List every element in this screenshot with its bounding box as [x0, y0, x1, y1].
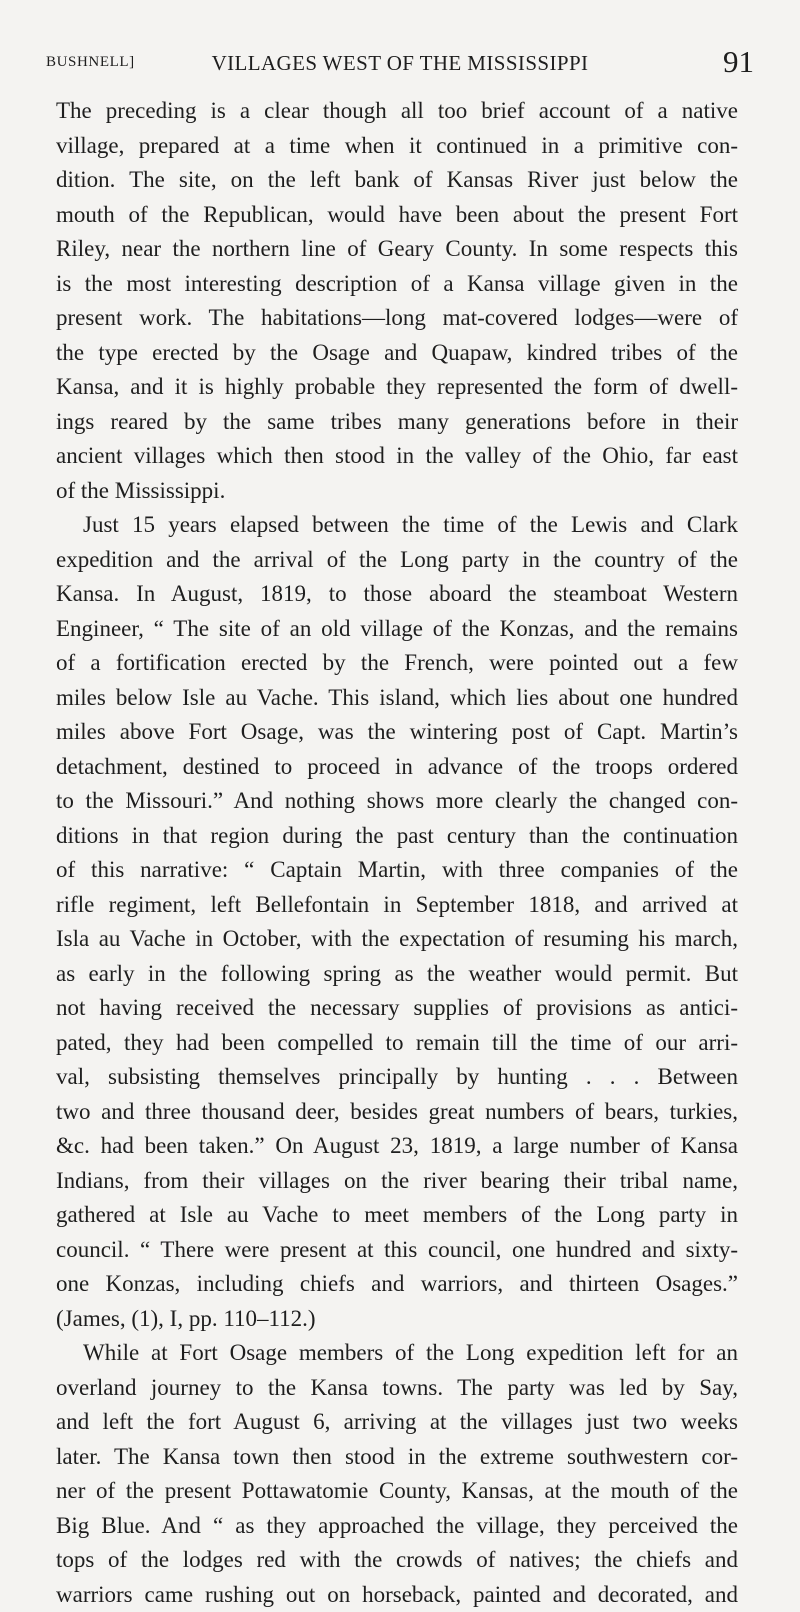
- text-line: overland journey to the Kansa towns. The party was led by Say,: [56, 1371, 738, 1406]
- text-line: Indians, from their villages on the river bearing their tribal name,: [56, 1164, 738, 1199]
- running-head: [46, 44, 754, 84]
- text-line: council. “ There were present at this council, one hundred and sixty-: [56, 1233, 738, 1268]
- text-line: present work. The habitations—long mat-covered lodges—were of: [56, 301, 738, 336]
- author-running-head: BUSHNELL]: [46, 54, 135, 71]
- text-line: The preceding is a clear though all too brief account of a native: [56, 94, 738, 129]
- text-line: ancient villages which then stood in the valley of the Ohio, far east: [56, 439, 738, 474]
- text-line: gathered at Isle au Vache to meet members of the Long party in: [56, 1198, 738, 1233]
- text-line: Riley, near the northern line of Geary County. In some respects this: [56, 232, 738, 267]
- page-number: 91: [723, 44, 754, 80]
- text-line: as early in the following spring as the weather would permit. But: [56, 957, 738, 992]
- text-line: rifle regiment, left Bellefontain in September 1818, and arrived at: [56, 888, 738, 923]
- text-line: detachment, destined to proceed in advance of the troops ordered: [56, 750, 738, 785]
- paragraph-1: [56, 94, 738, 508]
- text-line: Kansa, and it is highly probable they represented the form of dwell-: [56, 370, 738, 405]
- text-line: the type erected by the Osage and Quapaw, kindred tribes of the: [56, 336, 738, 371]
- text-line: dition. The site, on the left bank of Kansas River just below the: [56, 163, 738, 198]
- text-line: one Konzas, including chiefs and warriors, and thirteen Osages.”: [56, 1267, 738, 1302]
- text-line: of the Mississippi.: [56, 474, 738, 509]
- text-line: miles above Fort Osage, was the wintering post of Capt. Martin’s: [56, 715, 738, 750]
- text-line: (James, (1), I, pp. 110–112.): [56, 1302, 738, 1337]
- text-line: mouth of the Republican, would have been about the present Fort: [56, 198, 738, 233]
- text-line: val, subsisting themselves principally by hunting . . . Between: [56, 1060, 738, 1095]
- text-line: Isla au Vache in October, with the expectation of resuming his march,: [56, 922, 738, 957]
- text-line: and left the fort August 6, arriving at the villages just two weeks: [56, 1405, 738, 1440]
- paragraph-3: [56, 1336, 738, 1612]
- text-line: ner of the present Pottawatomie County, Kansas, at the mouth of the: [56, 1474, 738, 1509]
- text-line: ings reared by the same tribes many generations before in their: [56, 405, 738, 440]
- text-line: Big Blue. And “ as they approached the village, they perceived the: [56, 1509, 738, 1544]
- text-line: pated, they had been compelled to remain till the time of our arri-: [56, 1026, 738, 1061]
- text-line: not having received the necessary supplies of provisions as antici-: [56, 991, 738, 1026]
- text-line: warriors came rushing out on horseback, painted and decorated, and: [56, 1578, 738, 1612]
- text-line: ditions in that region during the past century than the continuation: [56, 819, 738, 854]
- text-line: While at Fort Osage members of the Long expedition left for an: [56, 1336, 738, 1371]
- text-line: of this narrative: “ Captain Martin, with three companies of the: [56, 853, 738, 888]
- text-line: Engineer, “ The site of an old village of the Konzas, and the remains: [56, 612, 738, 647]
- text-line: village, prepared at a time when it continued in a primitive con-: [56, 129, 738, 164]
- text-line: later. The Kansa town then stood in the extreme southwestern cor-: [56, 1440, 738, 1475]
- text-line: expedition and the arrival of the Long party in the country of the: [56, 543, 738, 578]
- text-line: Kansa. In August, 1819, to those aboard the steamboat Western: [56, 577, 738, 612]
- text-line: tops of the lodges red with the crowds of natives; the chiefs and: [56, 1543, 738, 1578]
- text-line: two and three thousand deer, besides great numbers of bears, turkies,: [56, 1095, 738, 1130]
- chapter-running-head: VILLAGES WEST OF THE MISSISSIPPI: [46, 51, 754, 76]
- text-line: of a fortification erected by the French, were pointed out a few: [56, 646, 738, 681]
- text-line: &c. had been taken.” On August 23, 1819, a large number of Kansa: [56, 1129, 738, 1164]
- text-line: Just 15 years elapsed between the time of the Lewis and Clark: [56, 508, 738, 543]
- body-text: [56, 94, 738, 1612]
- text-line: to the Missouri.” And nothing shows more clearly the changed con-: [56, 784, 738, 819]
- text-line: miles below Isle au Vache. This island, which lies about one hundred: [56, 681, 738, 716]
- paragraph-2: [56, 508, 738, 1336]
- text-line: is the most interesting description of a Kansa village given in the: [56, 267, 738, 302]
